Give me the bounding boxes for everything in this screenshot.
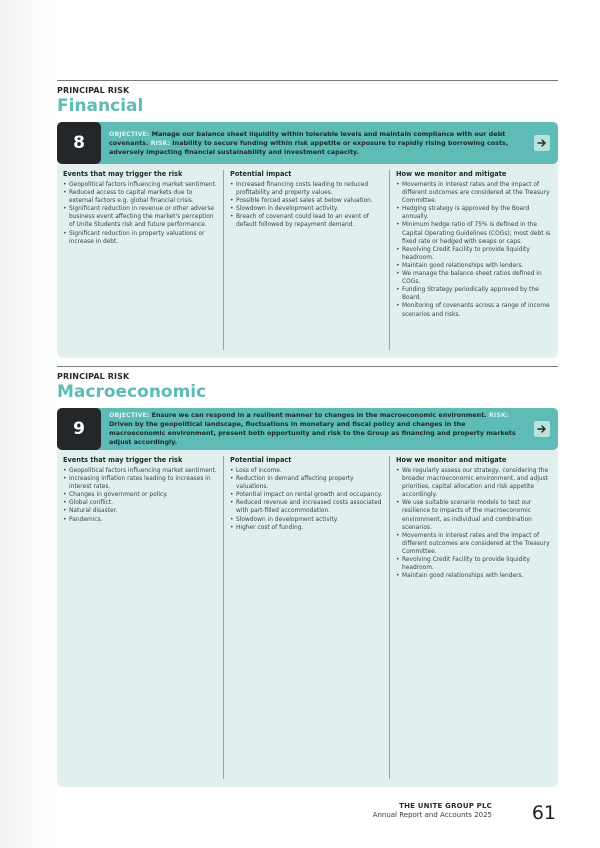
list-item: • Significant reduction in property valuations or increase in debt. [63,230,218,246]
objective-text: Manage our balance sheet liquidity within tolerable levels and maintain compliance with our debt covenants. [109,129,506,147]
triggers-list [63,467,218,524]
list-item: • Increased financing costs leading to reduced profitability and property values. [230,181,384,197]
list-item: • Global conflict. [63,499,218,507]
list-item: • Movements in interest rates and the impact of different outcomes are considered at the Treasury Committee. [396,181,553,205]
list-item: • Reduction in demand affecting property valuations. [230,475,384,491]
risk-number-badge: 8 [57,122,101,164]
arrow-right-icon [537,138,547,148]
list-item: • Natural disaster. [63,507,218,515]
list-item: • Movements in interest rates and the impact of different outcomes are considered at the Treasury Committee. [396,532,553,556]
page-footer [373,802,492,819]
list-item: • Increasing inflation rates leading to increases in interest rates. [63,475,218,491]
list-item: • Possible forced asset sales at below valuation. [230,197,384,205]
list-item: • Changes in government or policy. [63,491,218,499]
list-item: • Funding Strategy periodically approved by the Board. [396,286,553,302]
list-item: • Revolving Credit Facility to provide liquidity headroom. [396,246,553,262]
impact-list [230,181,384,230]
column-heading: Events that may trigger the risk [63,170,183,178]
triggers-list [63,181,218,246]
list-item: • Higher cost of funding. [230,524,384,532]
risk-text: Driven by the geopolitical landscape, fluctuations in monetary and fiscal policy and changes in the macroeconomic environment, present both opportunity and risk to the Group as financing and property markets adjust accordingly. [109,420,516,446]
column-heading: How we monitor and mitigate [396,170,507,178]
impact-column [223,170,389,350]
list-item: • We regularly assess our strategy, considering the broader macroeconomic environment, and adjust priorities, capital allocation and risk appetite accordingly. [396,467,553,499]
risk-text: Inability to secure funding within risk appetite or exposure to rapidly rising borrowing costs, adversely impacting financial sustainability and investment capacity. [109,138,509,156]
mitigation-list [396,467,553,580]
section-divider [57,366,558,367]
column-heading: Potential impact [230,170,292,178]
risk-section-macroeconomic [57,366,558,787]
mitigation-list [396,181,553,319]
section-title: Macroeconomic [57,382,207,402]
page-number: 61 [531,802,556,824]
list-item: • We use suitable scenario models to test our resilience to impacts of the macroeconomic environment, as individual and combination scenarios. [396,499,553,531]
report-title: Annual Report and Accounts 2025 [372,811,492,819]
risk-detail-panel [57,164,558,358]
list-item: • Potential impact on rental growth and occupancy. [230,491,384,499]
list-item: • Pandemics. [63,516,218,524]
list-item: • Maintain good relationships with lenders. [396,262,553,270]
arrow-right-button[interactable] [534,421,550,437]
list-item: • Reduced revenue and increased costs associated with part-filled accommodation. [230,499,384,515]
objective-label: OBJECTIVE: [109,411,150,419]
list-item: • Reduced access to capital markets due to external factors e.g. global financial crisis. [63,189,218,205]
list-item: • Geopolitical factors influencing market sentiment. [63,181,218,189]
triggers-column [57,170,223,350]
risk-objective-text [101,411,558,447]
arrow-right-icon [537,424,547,434]
list-item: • We manage the balance sheet ratios defined in COGs. [396,270,553,286]
list-item: • Monitoring of covenants across a range of income scenarios and risks. [396,302,553,318]
list-item: • Hedging strategy is approved by the Board annually. [396,205,553,221]
risk-detail-panel [57,450,558,787]
company-name: THE UNITE GROUP PLC [399,802,492,810]
risk-label: RISK: [488,411,509,419]
risk-label: RISK: [150,138,171,147]
list-item: • Significant reduction in revenue or other adverse business event affecting the market's perception of Unite Students risk and future performance. [63,205,218,229]
list-item: • Slowdown in development activity. [230,205,384,213]
list-item: • Maintain good relationships with lenders. [396,572,553,580]
section-eyebrow: PRINCIPAL RISK [57,372,130,381]
triggers-column [57,456,223,779]
objective-text: Ensure we can respond in a resilient manner to changes in the macroeconomic environment. [151,411,487,419]
section-eyebrow: PRINCIPAL RISK [57,86,130,95]
list-item: • Breach of covenant could lead to an event of default followed by repayment demand. [230,213,384,229]
mitigation-column [389,170,558,350]
list-item: • Geopolitical factors influencing market sentiment. [63,467,218,475]
risk-banner [57,408,558,450]
column-heading: Potential impact [230,456,292,464]
risk-number-badge: 9 [57,408,101,450]
mitigation-column [389,456,558,779]
column-heading: Events that may trigger the risk [63,456,183,464]
list-item: • Revolving Credit Facility to provide liquidity headroom. [396,556,553,572]
list-item: • Minimum hedge ratio of 75% is defined in the Capital Operating Guidelines (COGs); most debt is fixed rate or hedged with swaps or caps. [396,221,553,245]
section-divider [57,80,558,81]
list-item: • Loss of income. [230,467,384,475]
impact-column [223,456,389,779]
arrow-right-button[interactable] [534,135,550,151]
risk-objective-text [101,130,558,157]
column-heading: How we monitor and mitigate [396,456,507,464]
risk-section-financial [57,80,558,358]
risk-banner [57,122,558,164]
list-item: • Slowdown in development activity. [230,516,384,524]
section-title: Financial [57,96,144,116]
objective-label: OBJECTIVE: [109,129,150,138]
impact-list [230,467,384,532]
